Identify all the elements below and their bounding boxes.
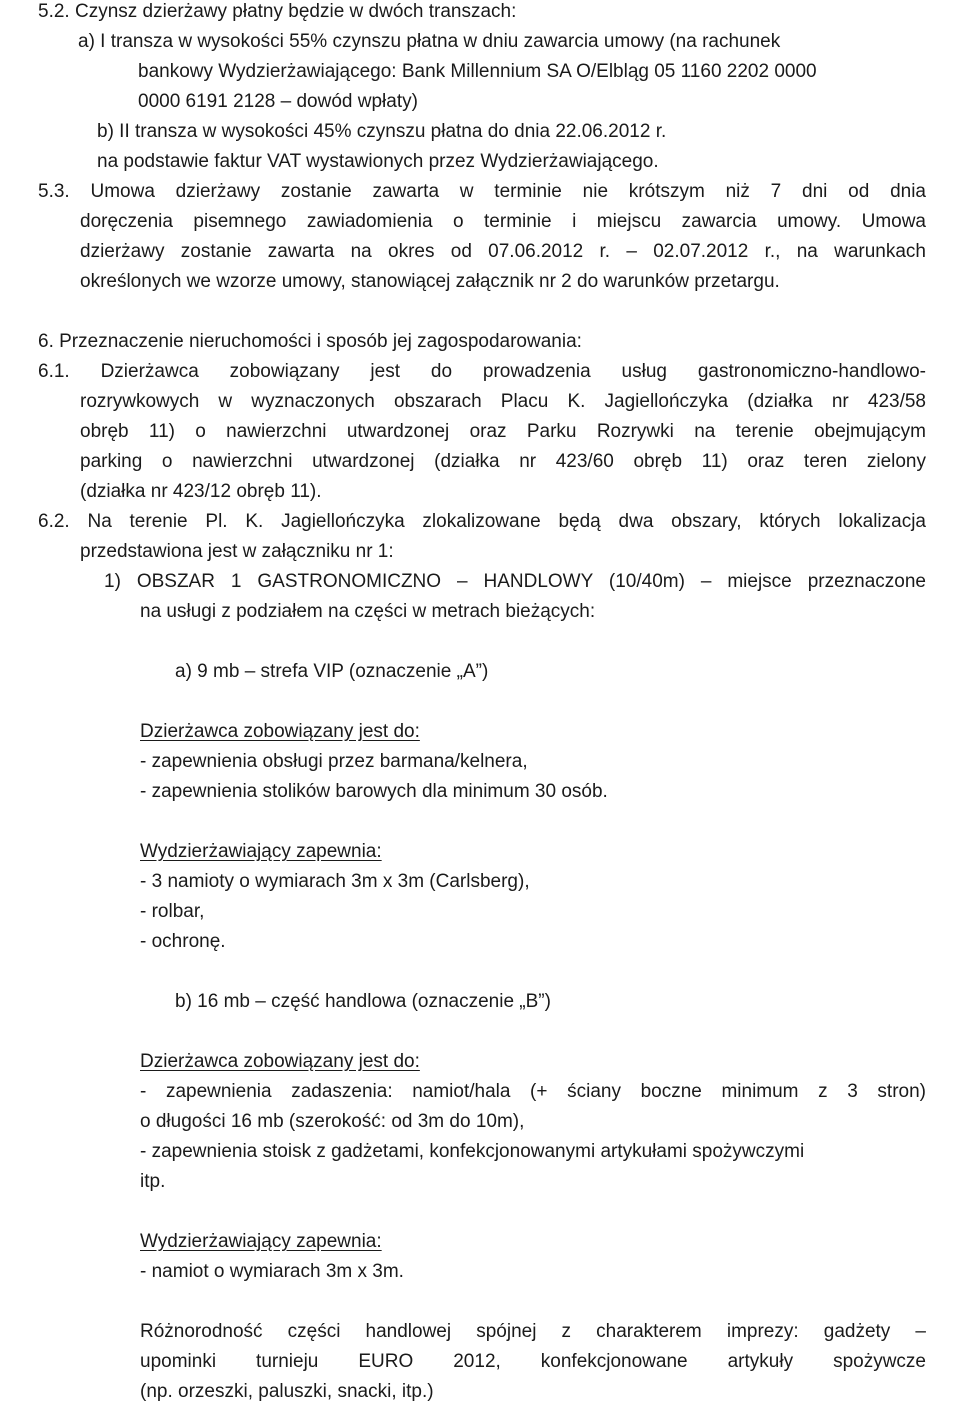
part-b-title: b) 16 mb – część handlowa (oznaczenie „B”) bbox=[175, 991, 551, 1012]
list-item: - 3 namioty o wymiarach 3m x 3m (Carlsberg), bbox=[140, 871, 530, 892]
landlord-provides-heading: Wydzierżawiający zapewnia: bbox=[140, 1231, 382, 1252]
list-item: - ochronę. bbox=[140, 931, 226, 952]
variety-paragraph-line: upominki turnieju EURO 2012, konfekcjonowane artykuły spożywcze bbox=[140, 1351, 926, 1372]
installment-a-line: 0000 6191 2128 – dowód wpłaty) bbox=[138, 91, 418, 112]
tenant-obligations-heading: Dzierżawca zobowiązany jest do: bbox=[140, 1051, 420, 1072]
section-5-3-line: 5.3. Umowa dzierżawy zostanie zawarta w terminie nie krótszym niż 7 dni od dnia bbox=[38, 181, 926, 202]
part-a-title: a) 9 mb – strefa VIP (oznaczenie „A”) bbox=[175, 661, 489, 682]
list-item: - zapewnienia zadaszenia: namiot/hala (+ ściany boczne minimum z 3 stron) bbox=[140, 1081, 926, 1102]
section-6-1-line: parking o nawierzchni utwardzonej (działka nr 423/60 obręb 11) oraz teren zielony bbox=[80, 451, 926, 472]
section-5-2-heading: 5.2. Czynsz dzierżawy płatny będzie w dwóch transzach: bbox=[38, 1, 517, 22]
installment-a-line: bankowy Wydzierżawiającego: Bank Millennium SA O/Elbląg 05 1160 2202 0000 bbox=[138, 61, 817, 82]
section-6-1-line: 6.1. Dzierżawca zobowiązany jest do prowadzenia usług gastronomiczno-handlowo- bbox=[38, 361, 926, 382]
list-item: - zapewnienia stoisk z gadżetami, konfekcjonowanymi artykułami spożywczymi bbox=[140, 1141, 805, 1162]
variety-paragraph-line: (np. orzeszki, paluszki, snacki, itp.) bbox=[140, 1381, 434, 1402]
section-6-1-line: rozrywkowych w wyznaczonych obszarach Placu K. Jagiellończyka (działka nr 423/58 bbox=[80, 391, 926, 412]
list-item: - namiot o wymiarach 3m x 3m. bbox=[140, 1261, 404, 1282]
section-5-3-line: określonych we wzorze umowy, stanowiącej załącznik nr 2 do warunków przetargu. bbox=[80, 271, 780, 292]
section-5-3-line: dzierżawy zostanie zawarta na okres od 07.06.2012 r. – 02.07.2012 r., na warunkach bbox=[80, 241, 926, 262]
variety-paragraph-line: Różnorodność części handlowej spójnej z charakterem imprezy: gadżety – bbox=[140, 1321, 926, 1342]
installment-a-line: a) I transza w wysokości 55% czynszu płatna w dniu zawarcia umowy (na rachunek bbox=[78, 31, 781, 52]
section-6-heading: 6. Przeznaczenie nieruchomości i sposób jej zagospodarowania: bbox=[38, 331, 582, 352]
section-6-1-line: (działka nr 423/12 obręb 11). bbox=[80, 481, 322, 502]
installment-b-line: na podstawie faktur VAT wystawionych przez Wydzierżawiającego. bbox=[97, 151, 659, 172]
section-6-1-line: obręb 11) o nawierzchni utwardzonej oraz Parku Rozrywki na terenie obejmującym bbox=[80, 421, 926, 442]
installment-b-line: b) II transza w wysokości 45% czynszu płatna do dnia 22.06.2012 r. bbox=[97, 121, 667, 142]
area-1-line: 1) OBSZAR 1 GASTRONOMICZNO – HANDLOWY (10/40m) – miejsce przeznaczone bbox=[104, 571, 926, 592]
area-1-line: na usługi z podziałem na części w metrach bieżących: bbox=[140, 601, 596, 622]
section-6-2-line: przedstawiona jest w załączniku nr 1: bbox=[80, 541, 394, 562]
list-item: o długości 16 mb (szerokość: od 3m do 10m), bbox=[140, 1111, 525, 1132]
section-6-2-line: 6.2. Na terenie Pl. K. Jagiellończyka zlokalizowane będą dwa obszary, których lokalizacja bbox=[38, 511, 926, 532]
list-item: - zapewnienia stolików barowych dla minimum 30 osób. bbox=[140, 781, 608, 802]
list-item: - zapewnienia obsługi przez barmana/kelnera, bbox=[140, 751, 528, 772]
tenant-obligations-heading: Dzierżawca zobowiązany jest do: bbox=[140, 721, 420, 742]
section-5-3-line: doręczenia pisemnego zawiadomienia o terminie i miejscu zawarcia umowy. Umowa bbox=[80, 211, 926, 232]
list-item: - rolbar, bbox=[140, 901, 205, 922]
list-item: itp. bbox=[140, 1171, 166, 1192]
landlord-provides-heading: Wydzierżawiający zapewnia: bbox=[140, 841, 382, 862]
